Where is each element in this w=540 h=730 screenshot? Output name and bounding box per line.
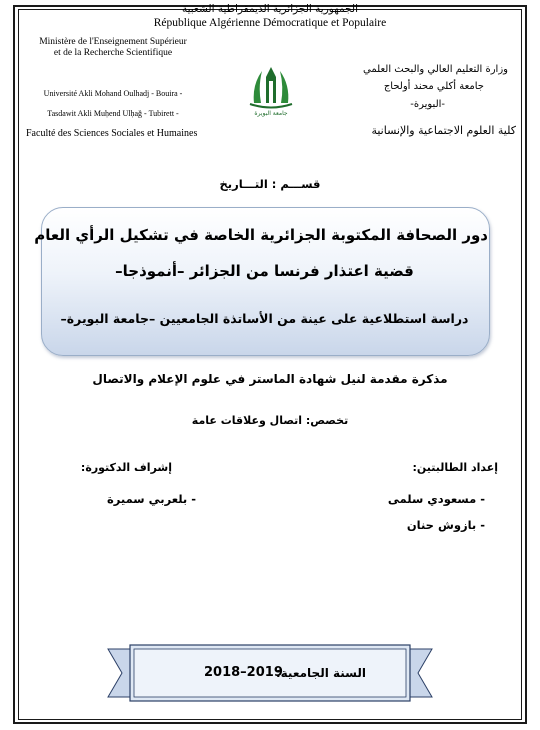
ministry-french-line2: et de la Recherche Scientifique xyxy=(53,48,173,58)
supervisor-label: إشراف الدكتورة: xyxy=(80,461,172,474)
university-arabic: جامعة أكلي محند أولحاج xyxy=(383,81,484,92)
student-name-1: - مسعودي سلمى xyxy=(387,492,485,506)
ministry-arabic: وزارة التعليم العالي والبحث العلمي xyxy=(363,64,508,75)
department-label: قســـم : التـــاريخ xyxy=(219,177,321,191)
republic-name-arabic: الجمهورية الجزائرية الديمقراطية الشعبية xyxy=(181,3,359,15)
student-name-2: - بازوش حنان xyxy=(406,518,485,532)
faculty-french: Faculté des Sciences Sociales et Humaines xyxy=(26,128,198,139)
logo-caption: جامعة البويرة xyxy=(254,110,288,117)
thesis-title-line2: قضية اعتذار فرنسا من الجزائر –أنموذجا– xyxy=(115,262,414,280)
ministry-french-line1: Ministère de l'Enseignement Supérieur xyxy=(39,37,187,47)
academic-year-value: 2018–2019 xyxy=(204,665,283,680)
city-arabic: -البويرة- xyxy=(410,99,445,110)
academic-year-label: السنة الجامعية: xyxy=(275,666,366,680)
memo-statement: مذكرة مقدمة لنيل شهادة الماستر في علوم الإعلام والاتصال xyxy=(92,372,448,386)
republic-name-french: République Algérienne Démocratique et Populaire xyxy=(153,17,387,29)
university-logo xyxy=(244,57,298,117)
faculty-arabic: كلية العلوم الاجتماعية والإنسانية xyxy=(371,124,516,137)
university-berber: Tasdawit Akli Muḥend Ulḥağ - Tubirett - xyxy=(47,109,179,118)
university-french: Université Akli Mohand Oulhadj - Bouira - xyxy=(43,89,183,98)
thesis-subtitle: دراسة استطلاعية على عينة من الأساتذة الجامعيين –جامعة البويرة– xyxy=(60,311,469,326)
specialty-label: تخصص: اتصال وعلاقات عامة xyxy=(191,414,349,427)
students-label: إعداد الطالبتين: xyxy=(412,461,498,474)
supervisor-name: - بلعربي سميرة xyxy=(106,492,196,506)
thesis-title-line1: دور الصحافة المكتوبة الجزائرية الخاصة في تشكيل الرأي العام xyxy=(34,226,488,244)
